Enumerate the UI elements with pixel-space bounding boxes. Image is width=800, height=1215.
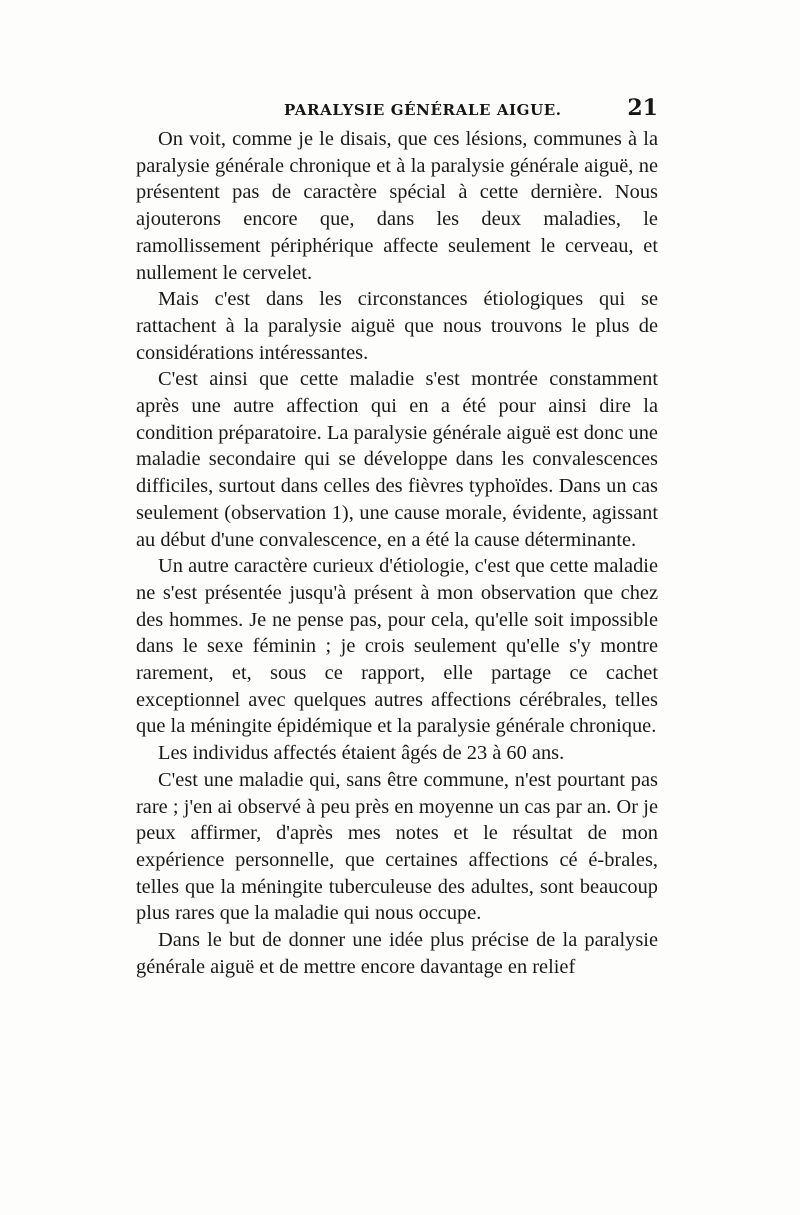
paragraph-continuation: Dans le but de donner une idée plus précise de la paralysie générale aiguë et de mettre encore davantage en relief xyxy=(136,929,658,978)
body-text xyxy=(136,126,658,981)
paragraph-etiologic-circumstances: Mais c'est dans les circonstances étiologiques qui se rattachent à la paralysie aiguë que nous trouvons le plus de considérations intéressantes. xyxy=(136,288,658,364)
page-number: 21 xyxy=(627,95,658,121)
paragraph-frequency: C'est une maladie qui, sans être commune, n'est pourtant pas rare ; j'en ai observé à peu près en moyenne un cas par an. Or je peux affirmer, d'après mes notes et le résultat de mon expérience personnelle, que certaines affections cé é-brales, telles que la méningite tuberculeuse des adultes, sont beaucoup plus rares que la maladie qui nous occupe. xyxy=(136,768,658,925)
running-title: PARALYSIE GÉNÉRALE AIGUE. xyxy=(284,101,562,119)
paragraph-lesions: On voit, comme je le disais, que ces lésions, communes à la paralysie générale chronique et à la paralysie générale aiguë, ne présentent pas de caractère spécial à cette dernière. Nous ajouterons encore que, dans les deux maladies, le ramollissement périphérique affecte seulement le cerveau, et nullement le cervelet. xyxy=(136,128,658,284)
running-head xyxy=(136,95,658,125)
paragraph-sex-incidence: Un autre caractère curieux d'étiologie, c'est que cette maladie ne s'est présentée jusqu'à présent à mon observation que chez des hommes. Je ne pense pas, pour cela, qu'elle soit impossible dans le sexe féminin ; je crois seulement qu'elle s'y montre rarement, et, sous ce rapport, elle partage ce cachet exceptionnel avec quelques autres affections cérébrales, telles que la méningite épidémique et la paralysie générale chronique. xyxy=(136,555,658,738)
paragraph-secondary-disease: C'est ainsi que cette maladie s'est montrée constamment après une autre affection qui en a été pour ainsi dire la condition préparatoire. La paralysie générale aiguë est donc une maladie secondaire qui se développe dans les convalescences difficiles, surtout dans celles des fièvres typhoïdes. Dans un cas seulement (observation 1), une cause morale, évidente, agissant au début d'une convalescence, en a été la cause déterminante. xyxy=(136,368,658,551)
paragraph-age-range: Les individus affectés étaient âgés de 23 à 60 ans. xyxy=(158,742,565,765)
